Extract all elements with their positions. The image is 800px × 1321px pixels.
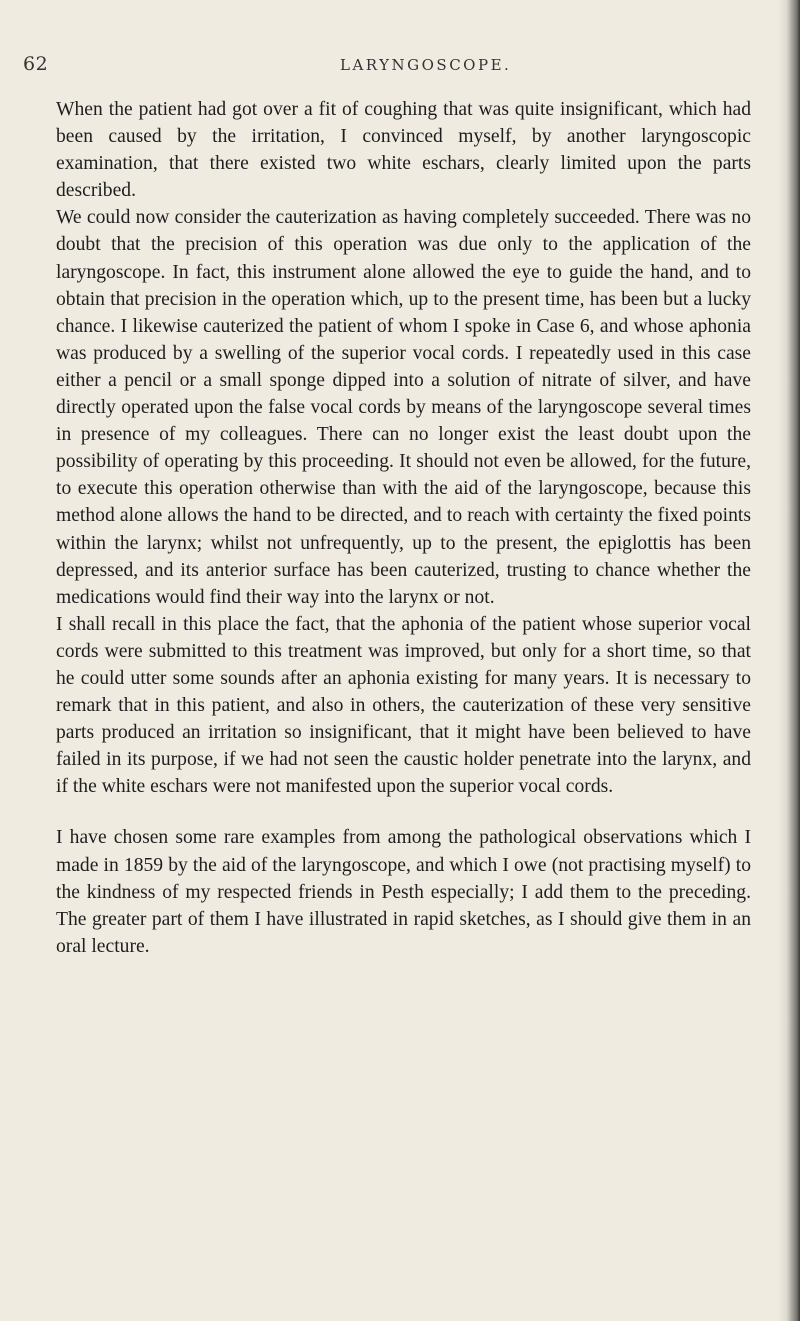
paragraph: When the patient had got over a fit of coughing that was quite insignificant, which had been caused by the irritation, I convinced myself, by another laryngoscopic examination, that there existed two white eschars, clearly limited upon the parts described. (56, 99, 751, 202)
paragraph: I shall recall in this place the fact, that the aphonia of the patient whose superior vocal cords were submitted to this treatment was improved, but only for a short time, so that he could utter some sounds after an aphonia existing for many years. It is necessary to remark that in this patient, and also in others, the cauterization of these very sensitive parts produced an irritation so insignificant, that it might have been believed to have failed in its purpose, if we had not seen the caustic holder penetrate into the larynx, and if the white eschars were not manifested upon the superior vocal cords. (56, 613, 751, 798)
page-number: 62 (23, 53, 49, 75)
page-edge-shadow (778, 0, 800, 1321)
paragraph: We could now consider the cauterization as having completely succeeded. There was no doubt that the precision of this operation was due only to the application of the laryngoscope. In fact, this instrument alone allowed the eye to guide the hand, and to obtain that precision in the operation which, up to the present time, has been but a lucky chance. I likewise cauterized the patient of whom I spoke in Case 6, and whose aphonia was produced by a swelling of the superior vocal cords. I repeatedly used in this case either a pencil or a small sponge dipped into a solution of nitrate of silver, and have directly operated upon the false vocal cords by means of the laryngoscope several times in presence of my colleagues. There can no longer exist the least doubt upon the possibility of operating by this proceeding. It should not even be allowed, for the future, to execute this operation otherwise than with the aid of the laryngoscope, because this method alone allows the hand to be directed, and to reach with certainty the fixed points within the larynx; whilst not unfrequently, up to the present, the epiglottis has been depressed, and its anterior surface has been cauterized, trusting to chance whether the medications would find their way into the larynx or not. (56, 207, 751, 608)
body-text (56, 96, 751, 960)
running-head: LARYNGOSCOPE. (340, 56, 512, 74)
paragraph: I have chosen some rare examples from among the pathological observations which I made in 1859 by the aid of the laryngoscope, and which I owe (not practising myself) to the kindness of my respected friends in Pesth especially; I add them to the preceding. The greater part of them I have illustrated in rapid sketches, as I should give them in an oral lecture. (56, 827, 751, 957)
